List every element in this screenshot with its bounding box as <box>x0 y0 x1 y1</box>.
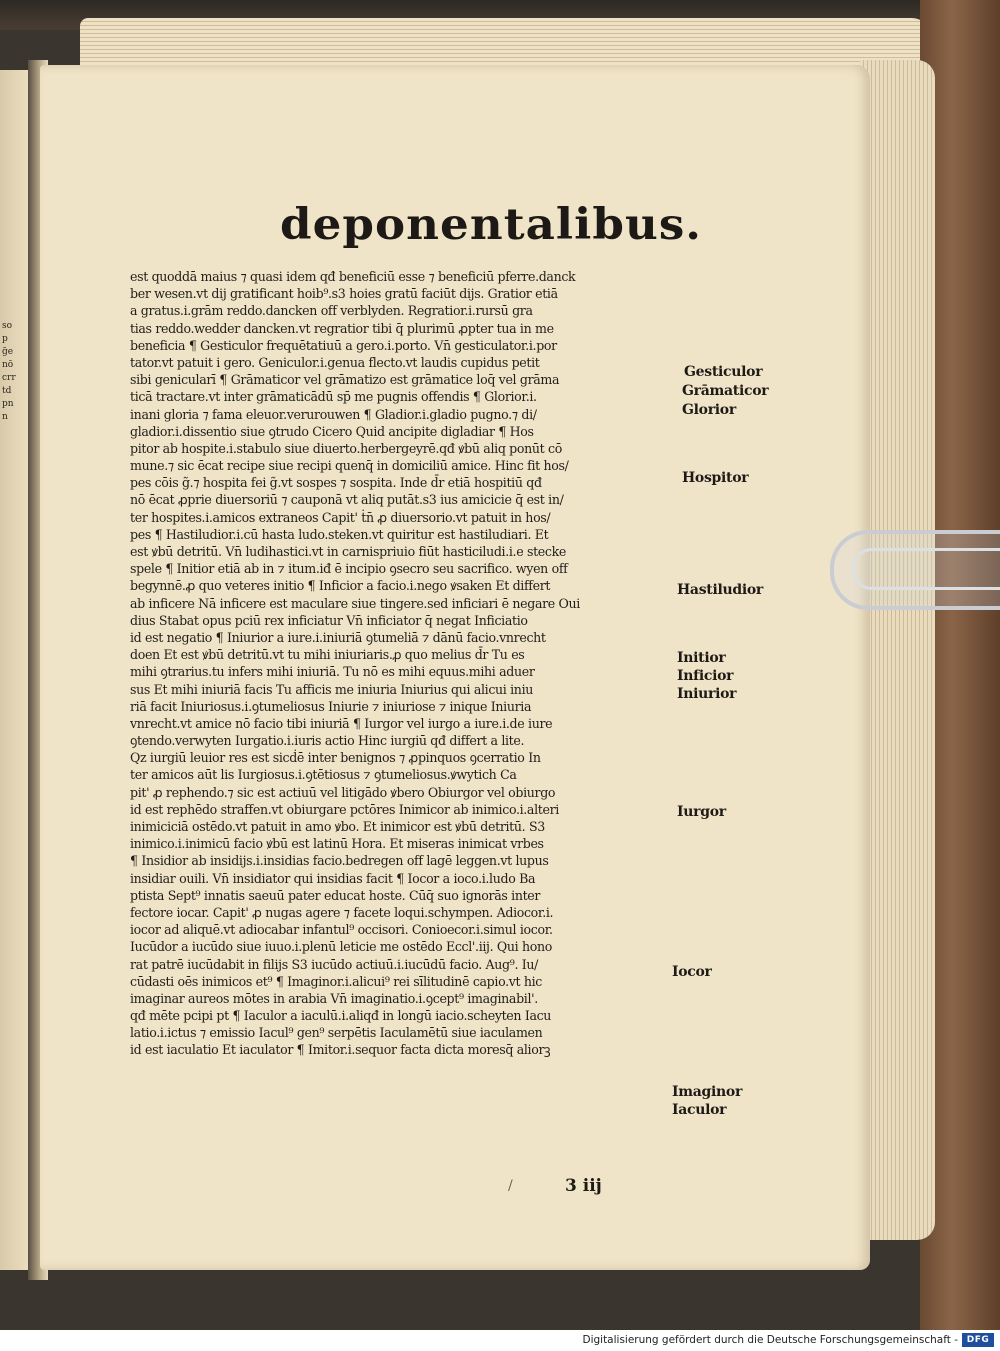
text-line: id est iaculatio Et iaculator ¶ Imitor.i.sequor facta dicta moresq̄ aliorꝫ <box>130 1042 551 1058</box>
text-line: Qz iurgiū leuior res est sicḋē inter benignos ⁊ ꝓpinquos ꝯcerratio In <box>130 750 541 766</box>
text-line: dius Stabat opus pciū rex inficiatur Vn̄ inficiator q̄ negat Inficiatio <box>130 612 528 628</box>
text-line: nō ēcat ꝓprie diuersoriū ⁊ cauponā vt aliq putāt.s3 ius amicicie q̄ est in/ <box>130 492 564 508</box>
text-line: id est rephēdo straffen.vt obiurgare pctōres Inimicor ab inimico.i.alteri <box>130 801 559 817</box>
text-line: est quoddā maius ⁊ quasi idem qđ beneficiū esse ⁊ beneficiū pferre.danck <box>130 269 576 284</box>
text-block <box>130 268 670 1059</box>
margin-note: Hastiludior <box>677 582 763 598</box>
text-line: ter amicos aūt lis Iurgiosus.i.ꝯtētiosus ⁊ ꝯtumeliosus.ꝟwytich Ca <box>130 767 517 783</box>
text-line: latio.i.ictus ⁊ emissio Iacul⁹ gen⁹ serpētis Iaculamētū siue iaculamen <box>130 1025 543 1041</box>
text-line: doen Et est ꝟbū detritū.vt tu mihi iniuriaris.ꝓ quo melius d̄r Tu es <box>130 647 525 663</box>
text-line: vnrecht.vt amice nō facio tibi iniuriā ¶ Iurgor vel iurgo a iure.i.de iure <box>130 715 553 731</box>
text-line: id est negatio ¶ Iniurior a iure.i.iniuriā ꝯtumeliā ⁊ dānū facio.vnrecht <box>130 629 546 645</box>
text-line: ticā tractare.vt inter grāmaticādū sp̄ me pugnis offendis ¶ Glorior.i. <box>130 389 537 405</box>
text-line: iocor ad aliquē.vt adiocabar infantul⁹ occisori. Conioecor.i.simul iocor. <box>130 922 553 938</box>
text-line: imaginar aureos mōtes in arabia Vn̄ imaginatio.i.ꝯcept⁹ imaginabil'. <box>130 990 538 1006</box>
margin-note: Glorior <box>682 402 736 418</box>
text-line: tator.vt patuit i gero. Geniculor.i.genua flecto.vt laudis cupidus petit <box>130 354 540 370</box>
signature-mark: 3 iij <box>565 1176 602 1196</box>
funding-credit: Digitalisierung gefördert durch die Deutsche Forschungsgemeinschaft - <box>582 1334 958 1346</box>
text-line: gladior.i.dissentio siue ꝯtrudo Cicero Quid ancipite digladiar ¶ Hos <box>130 423 534 439</box>
margin-note: Grāmaticor <box>682 383 769 399</box>
text-line: sus Et mihi iniuriā facis Tu afficis me iniuria Iniurius qui alicui iniu <box>130 681 534 697</box>
text-line: begynnē.ꝓ quo veteres initio ¶ Inficior a facio.i.nego ꝟsaken Et differt <box>130 578 551 594</box>
margin-note: Iaculor <box>672 1102 727 1118</box>
text-line: pitor ab hospite.i.stabulo siue diuerto.herbergeyrē.qđ ꝟbū aliq ponūt cō <box>130 440 562 456</box>
margin-note: Hospitor <box>682 470 749 486</box>
text-line: ptista Sept⁹ innatis saeuū pater educat hoste. Cūq̄ suo ignorās inter <box>130 887 541 903</box>
margin-note: Iniurior <box>677 686 737 702</box>
text-line: insidiar ouili. Vn̄ insidiator qui insidias facit ¶ Iocor a ioco.i.ludo Ba <box>130 870 536 886</box>
text-line: cūdasti oēs inimicos et⁹ ¶ Imaginor.i.alicui⁹ rei sīlitudinē capio.vt hic <box>130 973 543 989</box>
text-line: qđ mēte pcipi pt ¶ Iaculor a iaculū.i.aliqđ in longū iacio.scheyten Iacu <box>130 1008 552 1024</box>
text-line: Iucūdor a iucūdo siue iuuo.i.plenū leticie me ostēdo Eccl'.iij. Qui hono <box>130 939 552 955</box>
text-line: mune.⁊ sic ēcat recipe siue recipi quenq̄ in domiciliū amice. Hinc fit hos/ <box>130 458 569 474</box>
text-line: pes cōis g̃.⁊ hospita fei g̃.vt sospes ⁊ sospita. Inde d̄r etiā hospitiū qđ <box>130 475 542 491</box>
text-line: pes ¶ Hastiludior.i.cū hasta ludo.steken.vt quiritur est hastiludiari. Et <box>130 526 549 542</box>
margin-note: Iurgor <box>677 804 726 820</box>
text-line: fectore iocar. Capit' ꝓ nugas agere ⁊ facete loqui.schympen. Adiocor.i. <box>130 904 554 920</box>
text-line: ꝯtendo.verwyten Iurgatio.i.iuris actio Hinc iurgiū qđ differt a lite. <box>130 733 525 749</box>
pencil-mark: / <box>508 1178 513 1194</box>
text-line: tias reddo.wedder dancken.vt regratior tibi q̄ plurimū ꝓpter tua in me <box>130 320 554 336</box>
text-line: est ꝟbū detritū. Vn̄ ludihastici.vt in carnispriuio fiūt hasticiludi.i.e stecke <box>130 544 566 559</box>
margin-note: Initior <box>677 650 726 666</box>
text-line: a gratus.i.grām reddo.dancken off verblyden. Regratior.i.rursū gra <box>130 303 533 319</box>
text-line: inani gloria ⁊ fama eleuor.verurouwen ¶ Gladior.i.gladio pugno.⁊ di/ <box>130 406 537 422</box>
text-line: spele ¶ Initior etiā ab in ⁊ itum.iđ ē incipio ꝯsecro seu sacrifico. wyen off <box>130 561 568 577</box>
running-heading: deponentalibus. <box>280 200 703 250</box>
text-line: riā facit Iniuriosus.i.ꝯtumeliosus Iniurie ⁊ iniuriose ⁊ inique Iniuria <box>130 698 532 714</box>
margin-note: Iocor <box>672 964 712 980</box>
margin-note: Inficior <box>677 668 734 684</box>
text-line: beneficia ¶ Gesticulor frequētatiuū a gero.i.porto. Vn̄ gesticulator.i.por <box>130 337 557 353</box>
text-line: rat patrē iucūdabit in filijs S3 iucūdo actiuū.i.iucūdū facio. Aug⁹. Iu/ <box>130 956 539 972</box>
footer-bar <box>0 1330 1000 1351</box>
text-line: sibi genicularī ¶ Grāmaticor vel grāmatizo est grāmatice loq̄ vel grāma <box>130 372 560 388</box>
text-line: mihi ꝯtrarius.tu infers mihi iniuriā. Tu nō es mihi equus.mihi aduer <box>130 664 535 680</box>
facing-page-text: sopg̃enōcrrtdpnn <box>2 321 16 422</box>
page-edges-right <box>860 60 935 1240</box>
dfg-logo: DFG <box>962 1333 994 1347</box>
text-line: pit' ꝓ rephendo.⁊ sic est actiuū vel litigādo ꝟbero Obiurgor vel obiurgo <box>130 784 556 800</box>
page-clip-inner <box>852 548 1000 590</box>
text-line: ber wesen.vt dij gratificant hoib⁹.s3 hoies gratū faciūt dijs. Gratior etiā <box>130 286 558 302</box>
text-line: ¶ Insidior ab insidijs.i.insidias facio.bedregen off lagē leggen.vt lupus <box>130 853 549 869</box>
text-line: ab inficere Nā inficere est maculare siue tingere.sed inficiari ē negare Oui <box>130 595 580 611</box>
text-line: inimico.i.inimicū facio ꝟbū est latinū Hora. Et miseras inimicat vrbes <box>130 836 544 852</box>
margin-note: Gesticulor <box>684 364 763 380</box>
margin-note: Imaginor <box>672 1084 743 1100</box>
text-line: inimiciciā ostēdo.vt patuit in amo ꝟbo. Et inimicor est ꝟbū detritū. S3 <box>130 819 545 834</box>
text-line: ter hospites.i.amicos extraneos Capit' ṫn̄ ꝓ diuersorio.vt patuit in hos/ <box>130 509 551 525</box>
